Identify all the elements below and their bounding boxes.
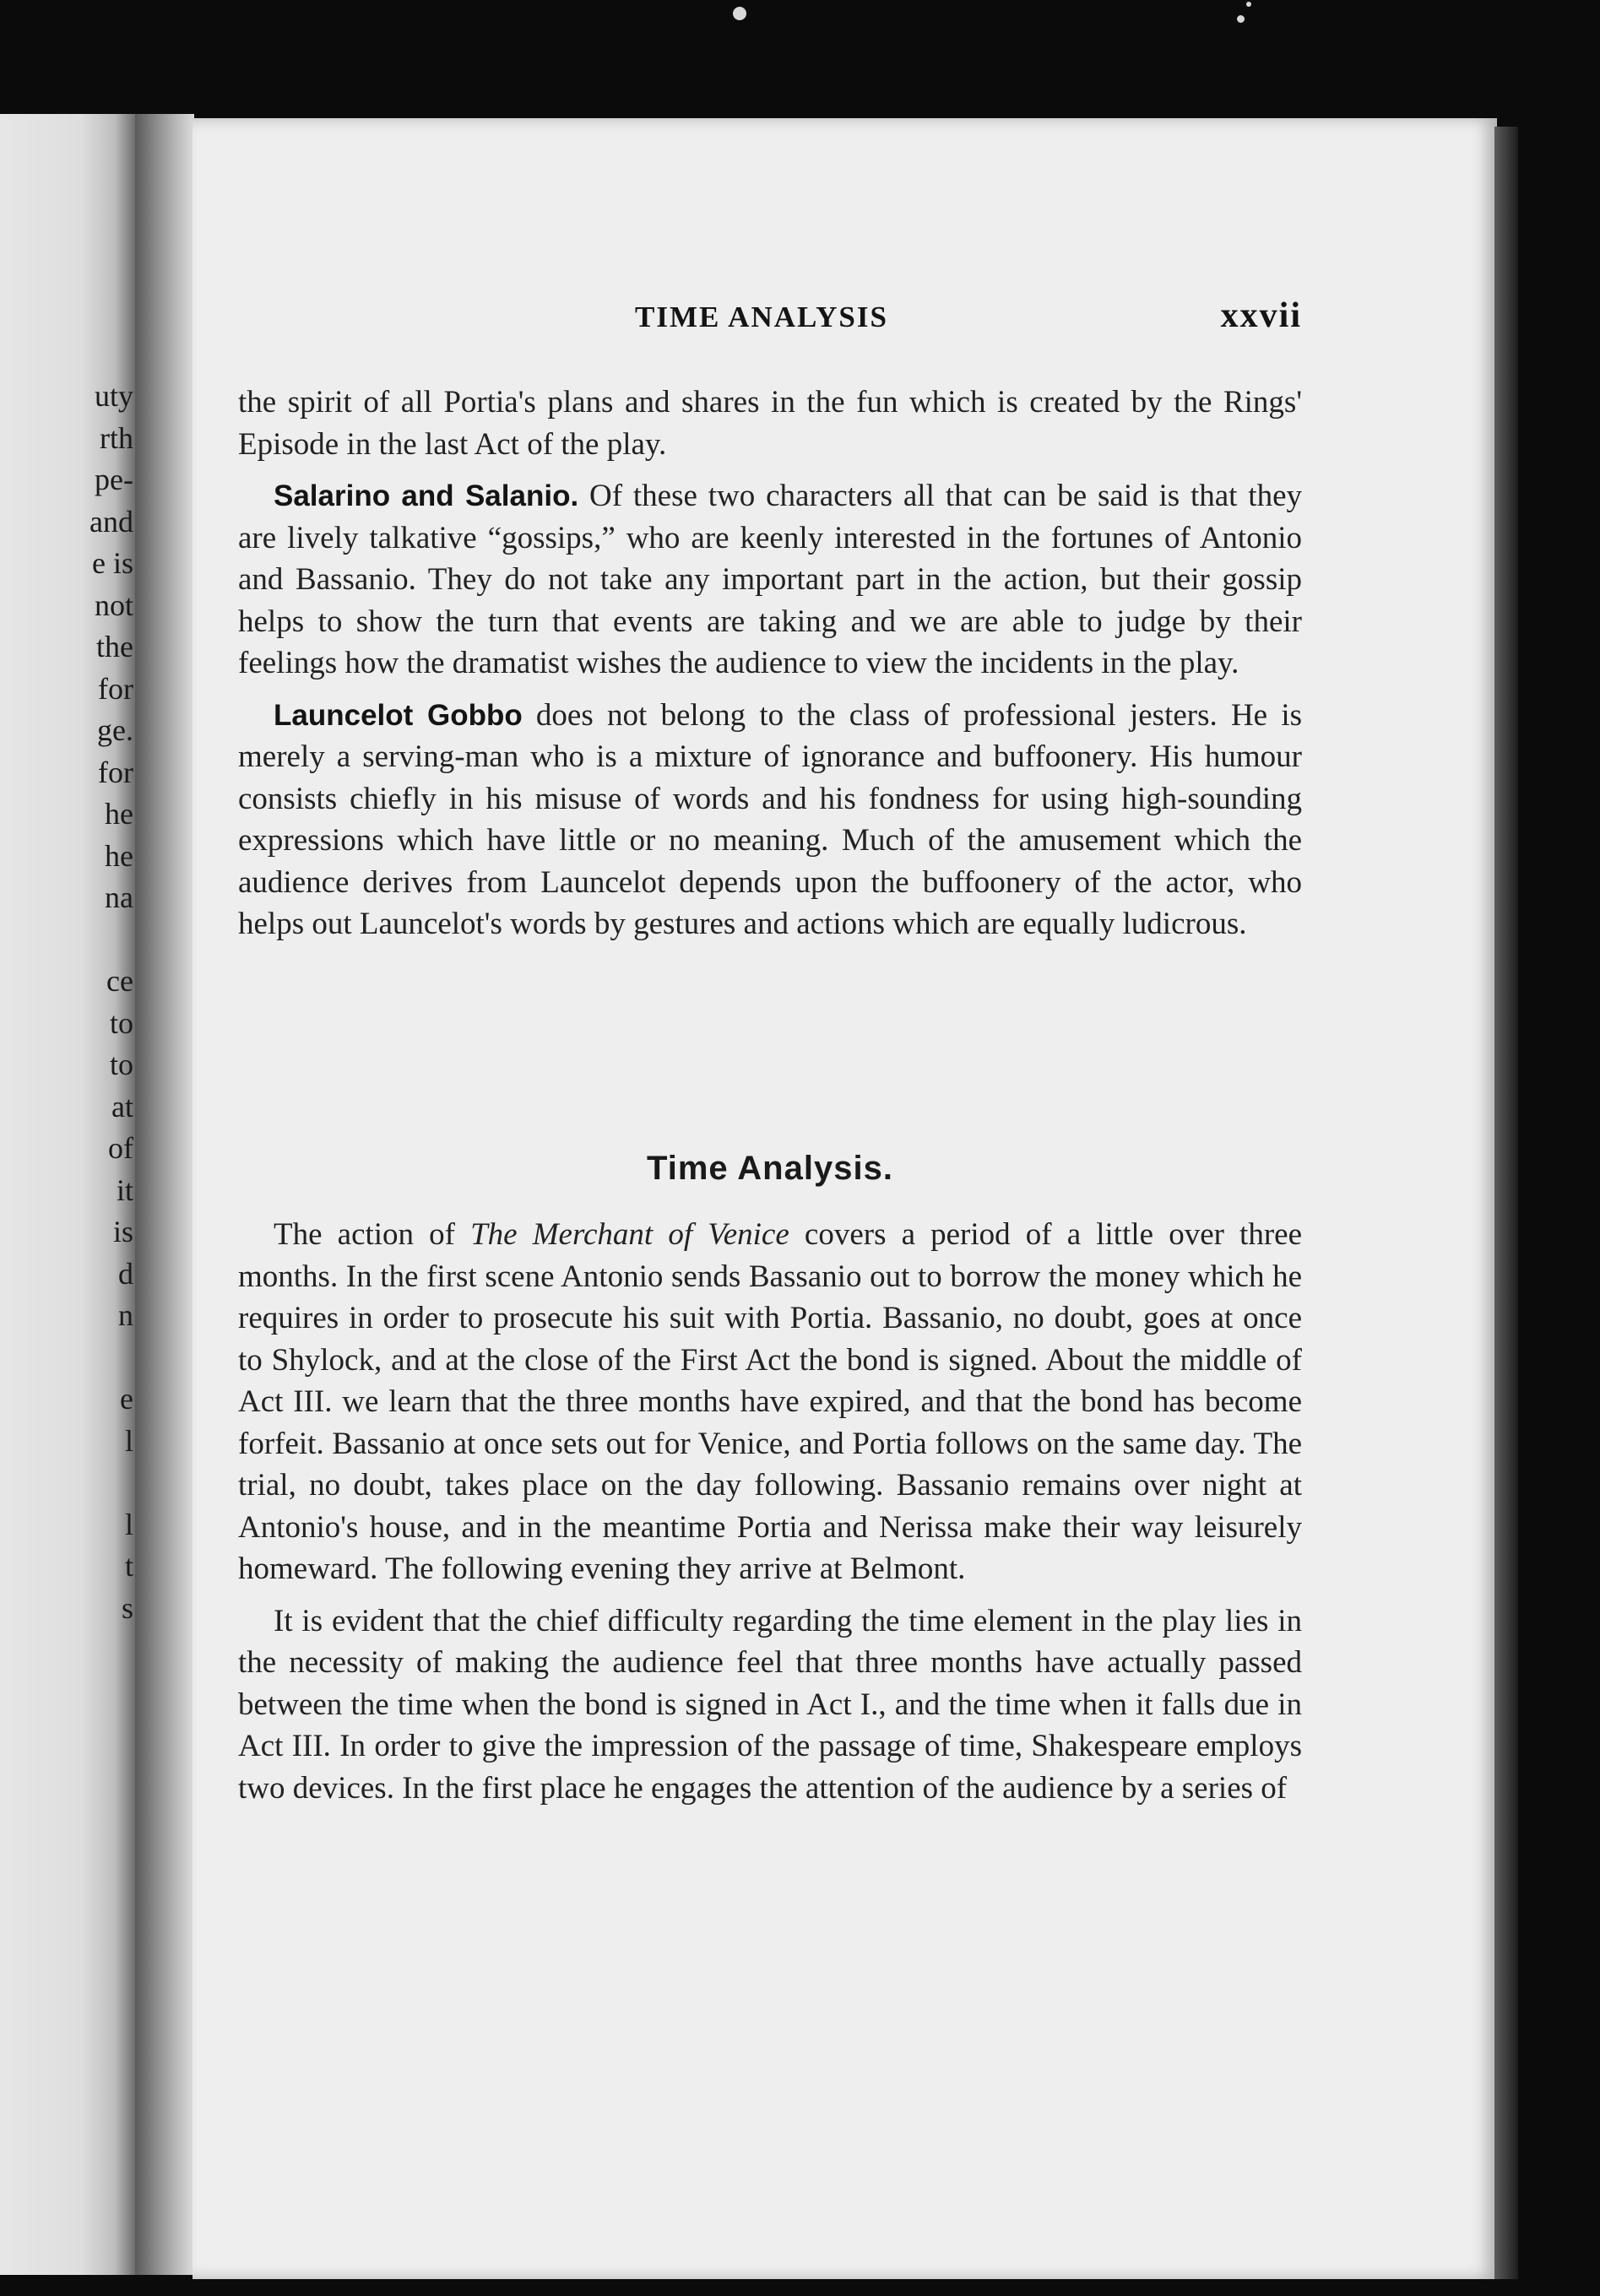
scan-speck bbox=[1246, 2, 1251, 7]
book-gutter bbox=[135, 114, 194, 2275]
facing-page-line: to bbox=[109, 1005, 133, 1040]
character-name: Salarino and Salanio. bbox=[274, 479, 579, 512]
facing-page-line: not bbox=[94, 588, 133, 622]
paragraph-text: does not belong to the class of professional jesters. He is merely a serving-man who is a mixture of ignorance and buffoonery. His humour consists chiefly in his misuse of words and his fondness for using high-sounding expressions which have little or no meaning. Much of the amusement which the audience derives from Launcelot depends upon the buffoonery of the actor, who helps out Launcelot's words by gestures and actions which are equally ludicrous. bbox=[238, 697, 1302, 941]
facing-page-line: t bbox=[124, 1549, 133, 1583]
facing-page-line: s bbox=[121, 1590, 133, 1625]
paragraph-portia bbox=[238, 382, 1302, 465]
facing-page-line: na bbox=[105, 880, 133, 914]
facing-page-line: l bbox=[124, 1423, 133, 1458]
paragraph-text: the spirit of all Portia's plans and shares in the fun which is created by the Rings' Episode in the last Act of the play. bbox=[238, 385, 1302, 462]
play-title: The Merchant of Venice bbox=[470, 1217, 789, 1252]
facing-page-line: e bbox=[120, 1382, 133, 1416]
facing-page-line: the bbox=[96, 630, 133, 663]
scan-speck bbox=[1237, 15, 1245, 23]
facing-page-line: pe- bbox=[95, 463, 133, 496]
facing-page-line: for bbox=[98, 755, 133, 789]
paragraph-text: It is evident that the chief difficulty regarding the time element in the play lies in the necessity of making the audience feel that three months have actually passed between the time when the bond is signed in Act I., and the time when it falls due in Act III. In order to give the impression of the passage of time, Shakespeare employs two devices. In the first place he engages the attention of the audience by a series of bbox=[238, 1603, 1302, 1806]
facing-page-line: and bbox=[89, 504, 133, 539]
facing-page-line bbox=[89, 1337, 133, 1379]
paragraph-launcelot bbox=[238, 695, 1302, 945]
facing-page-line bbox=[89, 919, 133, 961]
facing-page-line: is bbox=[112, 1215, 133, 1248]
facing-page bbox=[0, 114, 135, 2275]
page-header bbox=[238, 296, 1302, 351]
facing-page-line bbox=[89, 1671, 133, 1714]
facing-page-line: l bbox=[124, 1507, 133, 1541]
paragraph-action bbox=[238, 1214, 1302, 1590]
page-number: xxvii bbox=[1220, 296, 1302, 335]
section-heading: Time Analysis. bbox=[647, 1150, 893, 1187]
facing-page-line bbox=[89, 1462, 133, 1504]
paragraph-text: The action of bbox=[274, 1217, 471, 1252]
facing-page-line: he bbox=[105, 838, 133, 873]
paragraph-difficulty bbox=[238, 1600, 1302, 1810]
paragraph-salarino bbox=[238, 475, 1302, 685]
facing-page-line bbox=[89, 1629, 133, 1671]
facing-page-line: e is bbox=[92, 546, 133, 580]
page-edge bbox=[1494, 127, 1518, 2279]
running-title: TIME ANALYSIS bbox=[635, 301, 888, 333]
facing-page-line: for bbox=[98, 671, 133, 706]
facing-page-line: uty bbox=[94, 379, 133, 413]
facing-page-line: at bbox=[111, 1089, 133, 1124]
facing-page-line: n bbox=[118, 1298, 133, 1332]
facing-page-line: ge. bbox=[97, 713, 133, 747]
facing-page-line: rth bbox=[100, 420, 133, 455]
facing-page-line: to bbox=[109, 1048, 133, 1081]
facing-page-line: ce bbox=[106, 964, 133, 998]
facing-page-line: he bbox=[105, 797, 133, 831]
facing-page-line: it bbox=[116, 1172, 133, 1207]
intro-text bbox=[238, 382, 1302, 956]
paragraph-text: Of these two characters all that can be said is that they are lively talkative “gossips,” who are keenly interested in the fortunes of Antonio and Bassanio. They do not take any important part in the action, but their gossip helps to show the turn that events are taking and we are able to judge by their feelings how the dramatist wishes the audience to view the incidents in the play. bbox=[238, 479, 1302, 680]
paragraph-text: covers a period of a little over three months. In the first scene Antonio sends Bassanio out to borrow the money which he requires in order to prosecute his suit with Portia. Bassanio, no doubt, goes at once to Shylock, and at the close of the First Act the bond is signed. About the middle of Act III. we learn that the three months have expired, and that the bond has become forfeit. Bassanio at once sets out for Venice, and Portia follows on the same day. The trial, no doubt, takes place on the day following. Bassanio remains over night at Antonio's house, and in the meantime Portia and Nerissa make their way leisurely homeward. The following evening they arrive at Belmont. bbox=[238, 1217, 1303, 1586]
character-name: Launcelot Gobbo bbox=[274, 698, 523, 732]
facing-page-text bbox=[89, 376, 133, 1713]
facing-page-line: d bbox=[118, 1256, 133, 1291]
facing-page-line: of bbox=[108, 1131, 133, 1165]
scan-speck bbox=[733, 7, 746, 20]
time-analysis-text bbox=[238, 1214, 1302, 1819]
